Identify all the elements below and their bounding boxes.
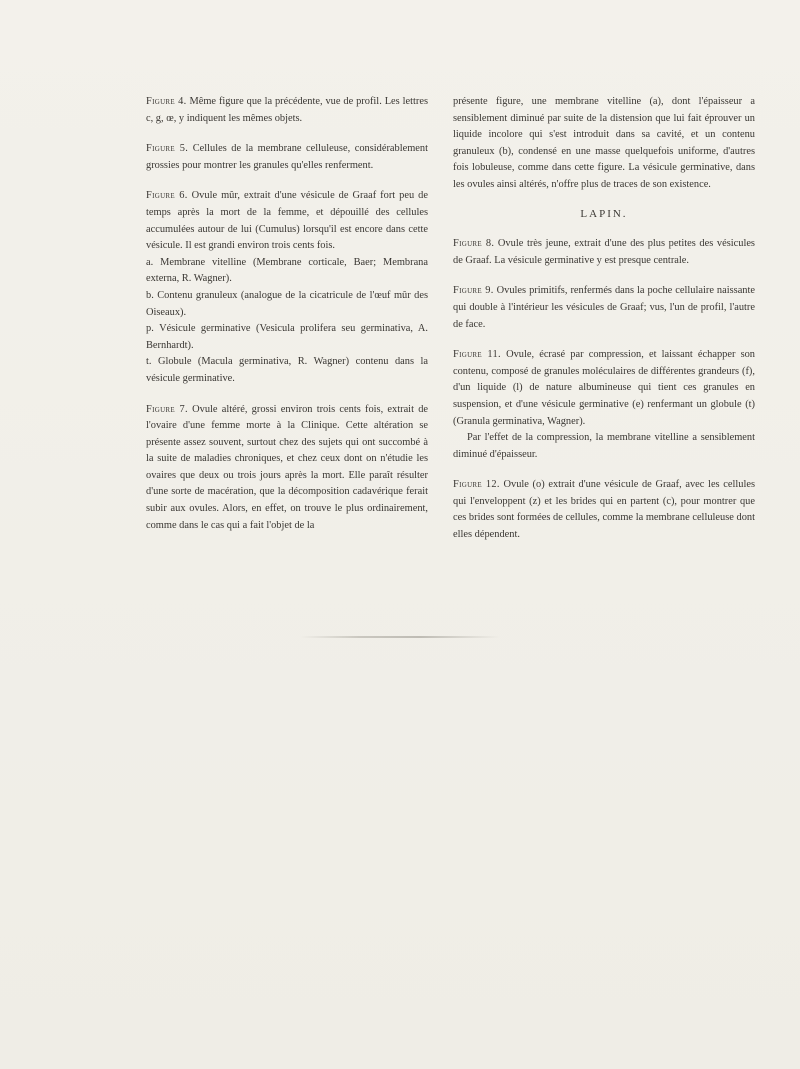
figure-6-item-t: t. Globule (Macula germinativa, R. Wagner) contenu dans la vésicule germinative. xyxy=(146,356,428,384)
figure-12-caption: Figure 12. Ovule (o) extrait d'une vésicule de Graaf, avec les cellules qui l'enveloppent (z) et les brides qui en partent (c), pour montrer que ces brides sont formées de cellules, comme la membrane celluleuse dont elles dépendent. xyxy=(453,479,755,541)
figure-7-caption: Figure 7. Ovule altéré, grossi environ trois cents fois, extrait de l'ovaire d'une femme morte à la Clinique. Cette altération se présente assez souvent, surtout chez des sujets qui ont succombé à la suite de maladies chroniques, et chez ceux dont on n'étudie les ovaires que deux ou trois jours après la mort. Elle paraît résulter d'une sorte de macération, que la décomposition cadavérique ferait subir aux ovules. Alors, en effet, on trouve le plus ordinairement, comme dans le cas qui a fait l'objet de la xyxy=(146,403,429,531)
left-column xyxy=(146,94,428,534)
figure-7-continuation: présente figure, une membrane vitelline (a), dont l'épaisseur a sensiblement diminué par suite de la distension que lui fait éprouver un liquide incolore qui s'est introduit dans sa cavité, et un contenu granuleux (b), condensé en une masse quelquefois uniforme, d'autres fois lobuleuse, comme dans cette figure. La vésicule germinative, dans les ovules ainsi altérés, n'offre plus de traces de son existence. xyxy=(453,96,755,190)
figure-6-item-a: a. Membrane vitelline (Membrane corticale, Baer; Membrana externa, R. Wagner). xyxy=(146,256,428,285)
figure-4-caption: Figure 4. Même figure que la précédente, vue de profil. Les lettres c, g, œ, y indiquent les mêmes objets. xyxy=(146,96,428,124)
figure-9-caption: Figure 9. Ovules primitifs, renfermés dans la poche cellulaire naissante qui double à l'intérieur les vésicules de Graaf; vus, l'un de profil, l'autre de face. xyxy=(453,285,756,330)
figure-5-caption: Figure 5. Cellules de la membrane celluleuse, considérablement grossies pour montrer les granules qu'elles renferment. xyxy=(146,143,428,171)
figure-11-note: Par l'effet de la compression, la membrane vitelline a sensiblement diminué d'épaisseur. xyxy=(453,432,755,460)
figure-6-item-b: b. Contenu granuleux (analogue de la cicatricule de l'œuf mûr des Oiseaux). xyxy=(146,289,428,318)
figure-6-item-p: p. Vésicule germinative (Vesicula prolifera seu germinativa, A. Bernhardt). xyxy=(146,323,428,351)
figure-11-caption: Figure 11. Ovule, écrasé par compression, et laissant échapper son contenu, composé de granules moléculaires de différentes grandeurs (f), d'un liquide (l) de nature albumineuse qui tient ces granules en suspension, et d'une vésicule germinative (e) renfermant un globule (t) (Granula germinativa, Wagner). xyxy=(453,349,755,427)
right-column xyxy=(453,94,755,544)
section-heading-lapin: LAPIN. xyxy=(580,207,628,220)
show-through-rule xyxy=(300,636,500,638)
figure-8-caption: Figure 8. Ovule très jeune, extrait d'une des plus petites des vésicules de Graaf. La vésicule germinative y est presque centrale. xyxy=(453,238,755,266)
figure-6-caption: Figure 6. Ovule mûr, extrait d'une vésicule de Graaf fort peu de temps après la mort de la femme, et dépouillé des cellules accumulées autour de lui (Cumulus) lorsqu'il est encore dans cette vésicule. Il est grandi environ trois cents fois. xyxy=(146,190,428,252)
